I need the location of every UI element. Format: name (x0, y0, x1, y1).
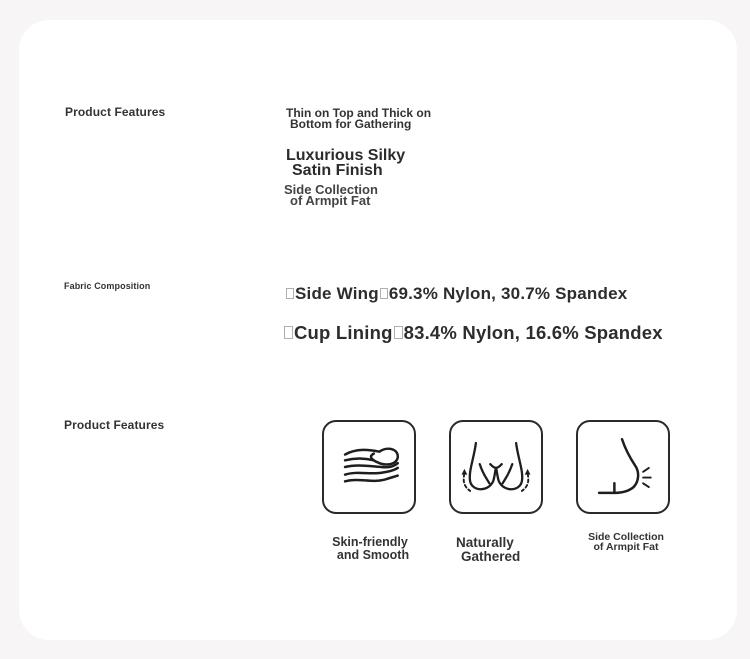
feature-satin-line2: Satin Finish (292, 162, 383, 179)
feature-side-line1: Side Collection (284, 182, 378, 197)
fabric-part-value: 83.4% Nylon, 16.6% Spandex (403, 322, 663, 343)
caption-naturally-gathered (452, 536, 542, 564)
bra-gathering-icon (449, 420, 543, 514)
caption-line1: Skin-friendly (332, 535, 408, 549)
caption-line2: Gathered (461, 549, 521, 564)
fabric-part-name: Cup Lining (294, 322, 393, 343)
fabric-composition-label: Fabric Composition (64, 281, 151, 291)
separator-box-icon (394, 326, 403, 339)
separator-box-icon (380, 288, 388, 299)
product-features-label-top: Product Features (65, 105, 166, 119)
feature-thin-top-line1: Thin on Top and Thick on (286, 106, 432, 120)
bullet-box-icon (284, 326, 293, 339)
bullet-box-icon (286, 288, 294, 299)
fabric-row-cup-lining (283, 322, 663, 344)
product-features-label-bottom: Product Features (64, 418, 165, 432)
side-armpit-icon (576, 420, 670, 514)
fabric-part-name: Side Wing (295, 284, 379, 303)
caption-skin-friendly (320, 536, 420, 562)
feature-thin-top-line2: Bottom for Gathering (290, 117, 412, 131)
caption-line2: and Smooth (336, 548, 410, 562)
caption-side-collection (576, 533, 676, 552)
feature-side-line2: of Armpit Fat (290, 193, 371, 208)
feature-satin-line1: Luxurious Silky (286, 147, 406, 164)
silky-fabric-icon (322, 420, 416, 514)
caption-line1: Naturally (456, 535, 514, 550)
caption-line2: of Armpit Fat (593, 540, 659, 553)
caption-line1: Side Collection (588, 531, 664, 543)
fabric-part-value: 69.3% Nylon, 30.7% Spandex (388, 284, 628, 303)
fabric-row-side-wing (285, 284, 627, 304)
